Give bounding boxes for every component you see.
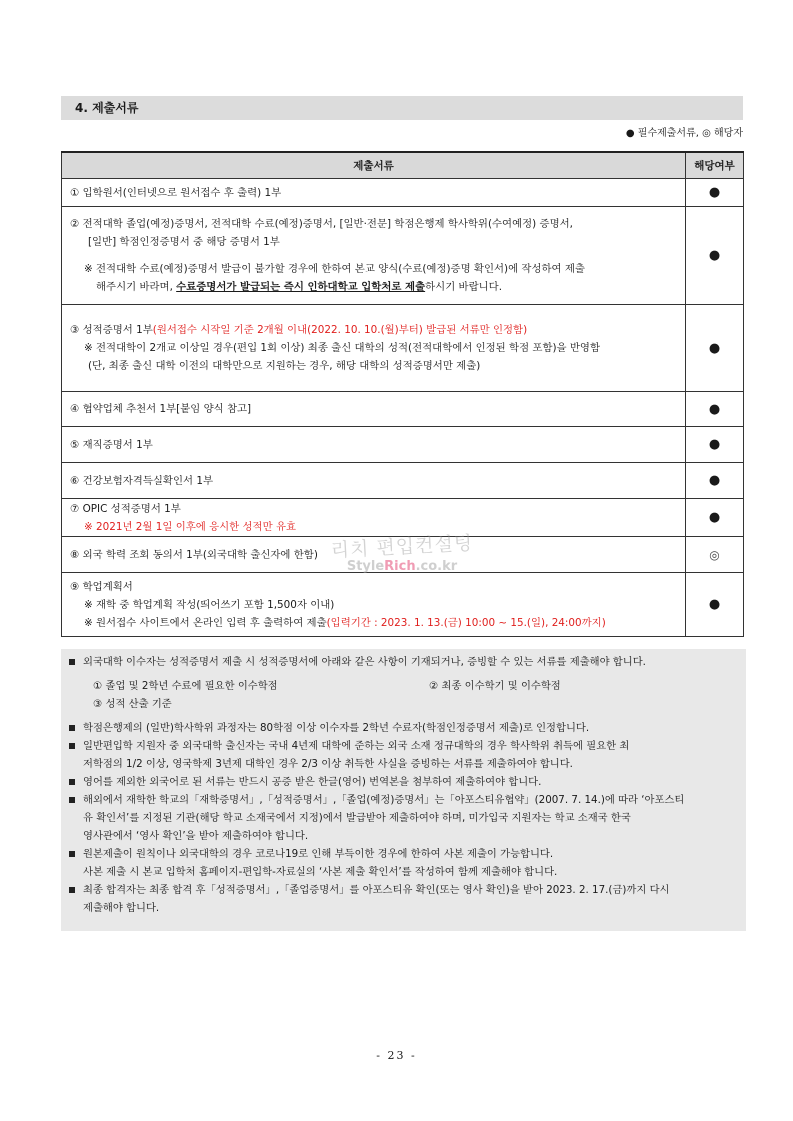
- required-mark: ●: [686, 463, 744, 499]
- table-header-row: [62, 152, 744, 179]
- bullet-square-icon: [69, 797, 75, 803]
- row-text: ③ 성적증명서 1부(원서접수 시작일 기준 2개월 이내(2022. 10. 10.(월)부터) 발급된 서류만 인정함): [70, 324, 528, 336]
- row-note: 해주시기 바라며, 수료증명서가 발급되는 즉시 인하대학교 입학처로 제출하시기 바랍니다.: [96, 281, 502, 293]
- table-row: [62, 305, 744, 392]
- table-row: [62, 179, 744, 207]
- table-row: [62, 573, 744, 637]
- row-note: (단, 최종 출신 대학 이전의 대학만으로 지원하는 경우, 해당 대학의 성적증명서만 제출): [88, 360, 481, 372]
- legend: ● 필수제출서류, ◎ 해당자: [625, 128, 743, 139]
- row-note: ※ 재학 중 학업계획 작성(띄어쓰기 포함 1,500자 이내): [84, 598, 335, 611]
- note-item: 일반편입학 지원자 중 외국대학 출신자는 국내 4년제 대학에 준하는 외국 소재 정규대학의 경우 학사학위 취득에 필요한 최 저학점의 1/2 이상, 영국학제 3년제 대학인 경우 2/3 이상 취득한 사실을 증빙하는 서류를 제출하여야 합니다.: [69, 737, 736, 773]
- note-item: 학점은행제의 (일반)학사학위 과정자는 80학점 이상 이수자를 2학년 수료자(학점인정증명서 제출)로 인정합니다.: [69, 719, 736, 737]
- note-item: 원본제출이 원칙이나 외국대학의 경우 코로나19로 인해 부득이한 경우에 한하여 사본 제출이 가능합니다. 사본 제출 시 본교 입학처 홈페이지-편입학-자료실의 ‘사본 제출 확인서’를 작성하여 함께 제출해야 합니다.: [69, 845, 736, 881]
- page-number: - 23 -: [376, 1049, 417, 1062]
- row-text: ⑧ 외국 학력 조회 동의서 1부(외국대학 출신자에 한함): [70, 548, 318, 561]
- note-item: 해외에서 재학한 학교의「재학증명서」,「성적증명서」,「졸업(예정)증명서」는「아포스티유협약」(2007. 7. 14.)에 따라 ‘아포스티 유 확인서’를 지정된 기관(해당 학교 소재국에서 지정)에서 발급받아 제출하여야 하며, 미가입국 지원자는 학교 소재국 한국 영사관에서 ‘영사 확인’을 받아 제출하여야 합니다.: [69, 791, 736, 845]
- table-row: [62, 207, 744, 305]
- row-note: ※ 전적대학 수료(예정)증명서 발급이 불가할 경우에 한하여 본교 양식(수료(예정)증명 확인서)에 작성하여 제출: [84, 263, 585, 275]
- bullet-square-icon: [69, 743, 75, 749]
- note-subitems: ① 졸업 및 2학년 수료에 필요한 이수학점 ② 최종 이수학기 및 이수학점: [93, 680, 561, 692]
- required-mark: ●: [686, 305, 744, 392]
- note-item: 외국대학 이수자는 성적증명서 제출 시 성적증명서에 아래와 같은 사항이 기재되거나, 증빙할 수 있는 서류를 제출해야 합니다.: [69, 653, 736, 671]
- required-mark: ●: [686, 427, 744, 463]
- highlight-text: (원서접수 시작일 기준 2개월 이내(2022. 10. 10.(월)부터) 발급된 서류만 인정함): [152, 324, 528, 336]
- documents-table: [61, 151, 744, 637]
- table-row: [62, 537, 744, 573]
- row-text: ⑥ 건강보험자격득실확인서 1부: [70, 474, 213, 487]
- watermark-korean: 리치 편입컨설팅: [330, 532, 474, 562]
- section-title: 4. 제출서류: [61, 96, 743, 120]
- table-row: [62, 499, 744, 537]
- required-mark: ●: [686, 207, 744, 305]
- header-documents: 제출서류: [62, 152, 686, 179]
- row-note: ※ 원서접수 사이트에서 온라인 입력 후 출력하여 제출(입력기간 : 2023. 1. 13.(금) 10:00 ~ 15.(일), 24:00까지): [84, 616, 606, 629]
- highlight-text: ※ 2021년 2월 1일 이후에 응시한 성적만 유효: [84, 520, 297, 533]
- required-mark: ●: [686, 573, 744, 637]
- bullet-square-icon: [69, 851, 75, 857]
- row-text: ⑤ 재직증명서 1부: [70, 438, 153, 451]
- row-note: ※ 전적대학이 2개교 이상일 경우(편입 1회 이상) 최종 출신 대학의 성적(전적대학에서 인정된 학점 포함)을 반영함: [84, 342, 600, 354]
- bullet-square-icon: [69, 659, 75, 665]
- notes-box: [61, 649, 746, 931]
- table-row: [62, 427, 744, 463]
- bullet-square-icon: [69, 779, 75, 785]
- row-text: ⑨ 학업계획서: [70, 580, 133, 593]
- required-mark: ●: [686, 179, 744, 207]
- applicable-mark: ◎: [686, 537, 744, 573]
- highlight-text: (입력기간 : 2023. 1. 13.(금) 10:00 ~ 15.(일), 24:00까지): [326, 616, 606, 629]
- required-mark: ●: [686, 499, 744, 537]
- table-row: [62, 392, 744, 427]
- note-item: 최종 합격자는 최종 합격 후「성적증명서」,「졸업증명서」를 아포스티유 확인(또는 영사 확인)을 받아 2023. 2. 17.(금)까지 다시 제출해야 합니다.: [69, 881, 736, 917]
- row-text: ① 입학원서(인터넷으로 원서접수 후 출력) 1부: [70, 186, 282, 199]
- row-text: [일반] 학점인정증명서 중 해당 증명서 1부: [88, 236, 280, 248]
- row-text: ⑦ OPIC 성적증명서 1부: [70, 502, 181, 515]
- required-mark: ●: [686, 392, 744, 427]
- row-text: ④ 협약업체 추천서 1부[붙임 양식 참고]: [70, 403, 252, 415]
- row-text: ② 전적대학 졸업(예정)증명서, 전적대학 수료(예정)증명서, [일반·전문] 학점은행제 학사학위(수여예정) 증명서,: [70, 218, 573, 230]
- note-item: 영어를 제외한 외국어로 된 서류는 반드시 공증 받은 한글(영어) 번역본을 첨부하여 제출하여야 합니다.: [69, 773, 736, 791]
- bullet-square-icon: [69, 887, 75, 893]
- watermark-url: StyleRich.co.kr: [346, 559, 458, 574]
- header-applicable: 해당여부: [686, 152, 744, 179]
- note-subitem: ③ 성적 산출 기준: [93, 698, 172, 710]
- table-row: [62, 463, 744, 499]
- emphasis-text: 수료증명서가 발급되는 즉시 인하대학교 입학처로 제출: [176, 281, 426, 293]
- bullet-square-icon: [69, 725, 75, 731]
